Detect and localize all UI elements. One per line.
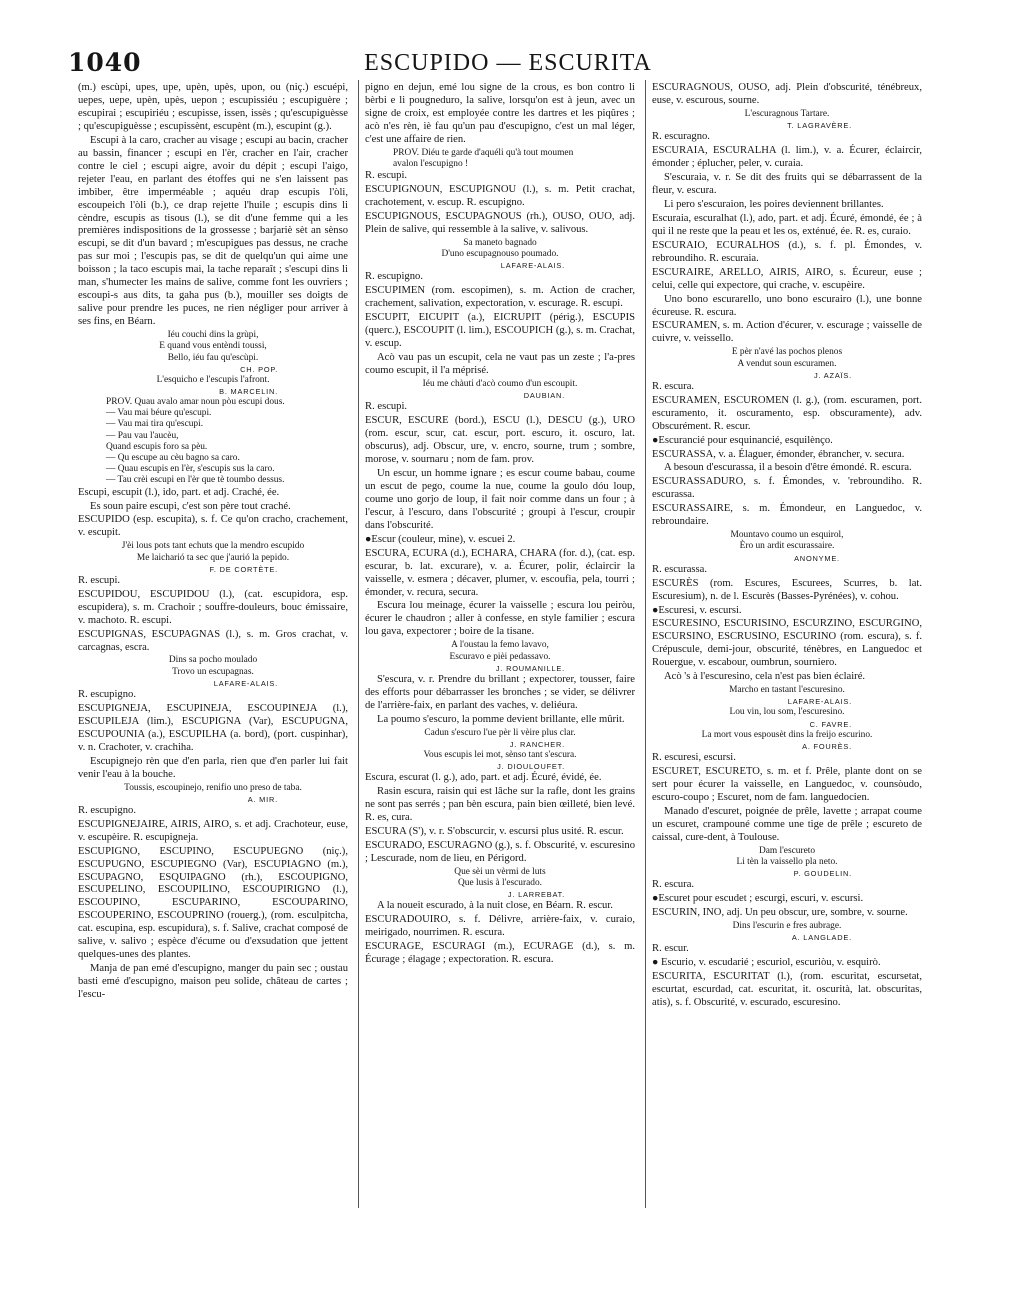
dictionary-entry: ESCUPIGNOUS, ESCUPAGNOUS (rh.), OUSO, OUO, adj. Plein de salive, qui ressemble à la salive, v. salivous. — [365, 211, 635, 235]
dictionary-entry: ESCURAMEN, ESCUROMEN (l. g.), (rom. escuramen, port. escuramento, it. oscuramento, esp. obscuramente), adv. Obscurément. R. escur. — [652, 394, 922, 432]
verse-line: Bello, iéu fau qu'escùpi. — [167, 352, 259, 363]
verse-line: Èro un ardit escurassaire. — [739, 541, 835, 552]
dictionary-entry: R. escurassa. — [652, 563, 708, 575]
verse-line: La mort vous espousèt dins la freijo escurino. — [701, 729, 873, 740]
column-3 — [652, 82, 922, 1011]
verse-line: Li tèn la vaissello pla neto. — [736, 856, 838, 867]
quote-attribution: A. LANGLADE. — [791, 932, 852, 942]
verse-line: Que sèi un vèrmi de luts — [454, 866, 546, 877]
verse-line: Toussis, escoupinejo, renifio uno preso de taba. — [124, 782, 302, 793]
quote-attribution: P. GOUDELIN. — [793, 868, 852, 878]
dictionary-entry: ESCURIN, INO, adj. Un peu obscur, ure, sombre, v. sourne. — [652, 906, 908, 918]
dictionary-entry: ESCURAIRE, ARELLO, AIRIS, AIRO, s. Écureur, euse ; celui, celle qui expectore, qui crache, v. escupèire. — [652, 266, 922, 291]
dictionary-entry: ESCUR, ESCURE (bord.), ESCU (l.), DESCU (g.), URO (rom. escur, scur, cat. escur, port. escuro, it. oscuro, lat. obscurus), adj. Obscur, ure, v. encro, sourne, trum ; sombre, morose, v. sournaru ; nom de fam. prov. — [365, 415, 635, 465]
dictionary-entry: ●Escurancié pour esquinancié, esquilènço. — [652, 434, 833, 446]
verse-line: D'uno escupagnouso poumado. — [441, 249, 559, 260]
column-2 — [365, 82, 635, 968]
quote-attribution: J. ROUMANILLE. — [495, 663, 565, 673]
verse-line: A l'oustau la femo lavavo, — [451, 640, 549, 651]
dictionary-entry: S'escuraia, v. r. Se dit des fruits qui se débarrassent de la fleur, v. escura. — [652, 171, 922, 196]
dictionary-entry: Escupi à la caro, cracher au visage ; escupi au bacin, cracher au bassin, financer ; escupi en l'èr, cracher en l'air, cracher contre le ciel ; escupi aigre, avoir du dépit ; escupi l'aigo, rejeter l'eau, en parlant des étoffes qui ne s'en laissent pas imbiber, être imperméable ; aquéu drap escupis l'òli, escoupeich l'òli (b.), ce drap rejette l'huile ; escupis dins li cèndre, escupis as tisous (l.), se dit d'une femme qui a les premières indispositions de la grossesse ; barjariè sèt an sènso escupi, se dit d'un bavard ; m'escupigues pas dessus, ne crache pas sur moi ; l'escupis pas, se dit de quelqu'un qui aime une boisson ; la taco escupis mai, la tache reparaît ; s'escupi dins li man, s'humecter les mains de salive, comme font les ouvriers ; escoupi-s aus dits, ta gaha pus (b.), mouiller ses doigts de salive pour prendre les puces, ne rien négliger pour arriver à ses fins, en Béarn. — [78, 134, 348, 328]
quote-attribution: J. LARREBAT. — [507, 890, 565, 900]
dictionary-entry: Manado d'escuret, poignée de prêle, lavette ; arrapat coume un escuret, crampouné comme une tige de prêle ; escureto de caissal, cure-dent, à Toulouse. — [652, 805, 922, 843]
dictionary-entry: ESCUPIDOU, ESCUPIDOU (l.), (cat. escupidora, esp. escupidera), s. m. Crachoir ; souffre-douleurs, bouc émissaire, v. machoto. R. escupi. — [78, 588, 348, 626]
quote-attribution: A. MIR. — [247, 794, 278, 804]
dictionary-entry: Acò vau pas un escupit, cela ne vaut pas un zeste ; l'a-pres coumo escupit, il l'a méprisé. — [365, 352, 635, 377]
dictionary-entry: R. escura. — [652, 878, 695, 890]
dictionary-entry: ESCURAMEN, s. m. Action d'écurer, v. escurage ; vaisselle de cuivre, v. veissello. — [652, 320, 922, 345]
verse-line: Sa maneto bagnado — [463, 237, 537, 248]
dictionary-entry: Uno bono escurarello, uno bono escurairo (l.), une bonne écureuse. R. escura. — [652, 293, 922, 318]
quote-attribution: CH. POP. — [240, 364, 278, 374]
quote-attribution: C. FAVRE. — [809, 719, 852, 729]
column-rule — [358, 80, 359, 1208]
dictionary-entry: Escuraia, escuralhat (l.), ado, part. et adj. Écuré, émondé, ée ; à qui il ne reste que la peau et les os, exténué, ée. R. es, curaio. — [652, 212, 922, 237]
dictionary-entry: ESCUPIGNOUN, ESCUPIGNOU (l.), s. m. Petit crachat, crachotement, v. escup. R. escupigno. — [365, 184, 635, 209]
dictionary-entry: Acò 's à l'escuresino, cela n'est pas bien éclairé. — [664, 671, 866, 683]
dictionary-entry: ESCURASSA, v. a. Élaguer, émonder, ébrancher, v. secura. — [652, 448, 905, 460]
dictionary-entry: ESCURET, ESCURETO, s. m. et f. Prêle, plante dont on se sert pour écurer la vaisselle, en Languedoc, v. counsòudo, escuro-coupo ; Escuret, nom de fam. languedocien. — [652, 765, 922, 803]
dictionary-entry: Es soun paire escupi, c'est son père tout craché. — [90, 500, 291, 512]
dictionary-entry: ESCUPIMEN (rom. escopimen), s. m. Action de cracher, crachement, salivation, expectoration, v. escurage. R. escupi. — [365, 285, 635, 310]
dictionary-entry: Li pero s'escuraion, les poires deviennent brillantes. — [664, 198, 884, 210]
dictionary-entry: R. escuresi, escursi. — [652, 751, 736, 763]
proverb-line: Quand escupis foro sa pèu. — [106, 441, 208, 452]
dictionary-entry: ESCUPIGNEJAIRE, AIRIS, AIRO, s. et adj. Crachoteur, euse, v. escupèire. R. escupigneja. — [78, 818, 348, 843]
verse-line: Me laicharió ta sec que j'aurió la pepido. — [136, 552, 290, 563]
quote-attribution: A. FOURÈS. — [802, 741, 852, 751]
quote-attribution: J. AZAÏS. — [813, 370, 852, 380]
proverb-line: — Pau vau l'aucèu, — [106, 430, 179, 441]
verse-line: Iéu me chàuti d'acò coumo d'un escoupit. — [422, 378, 578, 389]
dictionary-entry: ESCURA, ECURA (d.), ECHARA, CHARA (for. d.), (cat. esp. escurar, b. lat. excurare), v. a. Écurer, polir, éclaircir la vaisselle, v. esmera ; décaver, plumer, v. escoufia, pela, tourri ; émonder, v. recura, secura. — [365, 547, 635, 598]
verse-line: Cadun s'escuro l'ue pèr li vèire plus clar. — [424, 727, 576, 738]
verse-line: Trovo un escupagnas. — [172, 666, 254, 677]
verse-line: Escuravo e pièi pedassavo. — [449, 651, 551, 662]
dictionary-entry: R. escupi. — [365, 401, 408, 413]
dictionary-entry: La poumo s'escuro, la pomme devient brillante, elle mûrit. — [377, 713, 625, 725]
dictionary-entry: R. escura. — [652, 380, 695, 392]
dictionary-entry: R. escuragno. — [652, 131, 710, 143]
dictionary-entry: Rasin escura, raisin qui est lâche sur la rafle, dont les grains ne sont pas serrés ; pan bèn escura, pain bien œilleté, bien levé. R. es, cura. — [365, 785, 635, 823]
quote-attribution: DAUBIAN. — [523, 391, 565, 401]
dictionary-entry: ESCURAGE, ESCURAGI (m.), ECURAGE (d.), s. m. Écurage ; élagage ; expectoration. R. escura. — [365, 940, 635, 965]
dictionary-entry: ESCURASSAIRE, s. m. Émondeur, en Languedoc, v. rebroundaire. — [652, 503, 922, 528]
proverb-line: PROV. Quau avalo amar noun pòu escupi dous. — [106, 396, 285, 407]
dictionary-entry: R. escupigno. — [78, 804, 136, 816]
quote-attribution: F. DE CORTÈTE. — [209, 564, 278, 574]
quote-attribution: B. MARCELIN. — [219, 386, 278, 396]
dictionary-entry: ESCURAGNOUS, OUSO, adj. Plein d'obscurité, ténébreux, euse, v. escurous, sourne. — [652, 82, 922, 106]
dictionary-entry: R. escur. — [652, 942, 689, 954]
dictionary-entry: ESCUPIGNO, ESCUPINO, ESCUPUEGNO (niç.), ESCUPUGNO, ESCUPIEGNO (Var), ESCUPIAGNO (m.), ESCUPAGNO, ESQUIPAGNO (rh.), ESCOUPIGNO, ESCUPELINO, ESCOUPILINO, ESCOUPIRIGNO (l.), ESCOUPINO, ESCUPARINO, ESCOUPARINO, ESCOUPERINO, ESCOUPRINO (rouerg.), (rom. esculpitcha, cat. escupina, esp. escupidura), s. f. Salive, crachat composé de salive, v. salivo ; espèce d'écume ou d'exsudation que jettent quelques-unes des plantes. — [78, 845, 348, 961]
quote-attribution: LAFARE-ALAIS. — [500, 261, 565, 271]
verse-line: A vendut soun escuramen. — [737, 358, 837, 369]
quote-attribution: LAFARE-ALAIS. — [787, 697, 852, 707]
proverb-line: PROV. Diéu te garde d'aquéli qu'à tout moumen — [393, 147, 574, 158]
dictionary-entry: ESCUPIGNEJA, ESCUPINEJA, ESCOUPINEJA (l.), ESCUPILEJA (lim.), ESCUPIGNA (Var), ESCUPUGNA, ESCUPOUNIA (a.), ESCUPILHA (a. bord), (port. cuspinhar), v. n. Crachoter, v. crachiha. — [78, 702, 348, 753]
quote-attribution: J. DIOULOUFET. — [497, 761, 565, 771]
quote-attribution: T. LAGRAVÈRE. — [787, 121, 852, 131]
dictionary-entry: A besoun d'escurassa, il a besoin d'être émondé. R. escura. — [664, 462, 912, 474]
dictionary-entry: ESCURADOUIRO, s. f. Délivre, arrière-faix, v. curaio, meirigado, nourrimen. R. escura. — [365, 913, 635, 938]
proverb-line: — Qu escupe au cèu bagno sa caro. — [106, 452, 240, 463]
verse-line: Dins sa pocho moulado — [168, 655, 258, 666]
quote-attribution: J. RANCHER. — [509, 739, 565, 749]
proverb-line: — Vau mai béure qu'escupi. — [106, 408, 212, 419]
running-title: ESCUPIDO — ESCURITA — [364, 50, 652, 76]
proverb-line: — Tau crèi escupi en l'èr que tè toumbo dessus. — [106, 475, 285, 486]
proverb-line: — Vau mai tira qu'escupi. — [106, 419, 204, 430]
dictionary-entry: R. escupigno. — [78, 688, 136, 700]
dictionary-entry: ●Escuret pour escudet ; escurgi, escuri, v. escursi. — [652, 892, 864, 904]
verse-line: Iéu couchi dins la grùpi, — [167, 330, 259, 341]
column-1 — [78, 82, 348, 1003]
verse-line: Dins l'escurin e fres aubrage. — [732, 920, 842, 931]
dictionary-entry: Escupignejo rèn que d'en parla, rien que d'en parler lui fait venir l'eau à la bouche. — [78, 755, 348, 780]
quote-attribution: LAFARE-ALAIS. — [213, 678, 278, 688]
dictionary-entry: (m.) escùpi, upes, upe, upèn, upès, upon, ou (niç.) escuépi, uepes, uepe, upèn, upès, uepon ; escupissiéu ; escupiguère ; escupirai ; escupiriéu ; escupisse, issen, issès ; qu'escupiguèsse ; qu'escupiguèsse ; escupissènt, escupènt (m.), escupint (g.). — [78, 82, 348, 132]
proverb-line: — Quau escupis en l'èr, s'escupis sus la caro. — [106, 464, 275, 475]
dictionary-entry: Manja de pan emé d'escupigno, manger du pain sec ; oustau basti emé d'escupigno, maison peu solide, château de cartes ; l'escu- — [78, 963, 348, 1001]
verse-line: Mountavo coumo un esquirol, — [730, 530, 844, 541]
verse-line: Vous escupis lei mot, sènso tant s'escura. — [423, 749, 577, 760]
dictionary-entry: R. escupigno. — [365, 271, 423, 283]
dictionary-entry: ESCURÈS (rom. Escures, Escurees, Scurres, b. lat. Escuresium), n. de l. Escurès (Basses-Pyrénées), v. cohou. — [652, 577, 922, 602]
dictionary-entry: Escupi, escupit (l.), ido, part. et adj. Craché, ée. — [78, 486, 280, 498]
dictionary-entry: ESCUPIGNAS, ESCUPAGNAS (l.), s. m. Gros crachat, v. carcagnas, escra. — [78, 628, 348, 653]
dictionary-entry: ESCURASSADURO, s. f. Émondes, v. 'rebroundiho. R. escurassa. — [652, 476, 922, 501]
dictionary-entry: Escura lou meinage, écurer la vaisselle ; escura lou peiròu, écurer le chaudron ; aller à confesse, en style familier ; escura lou gava, expectorer ; boire de la tisane. — [365, 600, 635, 638]
page-number: 1040 — [68, 48, 142, 77]
dictionary-entry: ESCUPIDO (esp. escupita), s. f. Ce qu'on cracho, crachement, v. escupit. — [78, 514, 348, 539]
dictionary-entry: S'escura, v. r. Prendre du brillant ; expectorer, tousser, faire des efforts pour débarrasser les bronches ; se vider, se délivrer de l'arrière-faix, en parlant des vaches, v. deliéura. — [365, 673, 635, 711]
dictionary-entry: Un escur, un homme ignare ; es escur coume babau, coume un escut de pego, coume la nue, coume la goulo dóu loup, coume uno gorjo de loup, il fait noir comme dans un four ; à l'escur, à l'escuro, dans l'obscurité ; groupi à l'escur, croupir dans l'obscurité. — [365, 467, 635, 531]
verse-line: E pèr n'avé las pochos plenos — [731, 347, 843, 358]
dictionary-entry: ●Escuresi, v. escursi. — [652, 604, 742, 616]
column-rule — [645, 80, 646, 1208]
dictionary-entry: A la noueit escurado, à la nuit close, en Béarn. R. escur. — [377, 900, 613, 912]
verse-line: L'esquicho e l'escupis l'afront. — [156, 374, 270, 385]
dictionary-entry: pigno en dejun, emé lou signe de la crous, es bon contro li bèrbi e li pougneduro, la salive, lorsqu'on est à jeun, avec un signe de croix, est employée contre les dartres et les piqûres ; acò n'es rèn, iè fau qu'un pau d'escupigno, c'est un mal léger, c'est une affaire de rien. — [365, 82, 635, 145]
proverb-line: avalon l'escupigno ! — [393, 158, 469, 169]
dictionary-entry: ●Escur (couleur, mine), v. escuei 2. — [365, 533, 516, 545]
verse-line: Marcho en tastant l'escuresino. — [729, 685, 845, 696]
quote-attribution: ANONYME. — [794, 553, 840, 563]
dictionary-entry: ESCURAIA, ESCURALHA (l. lim.), v. a. Écurer, éclaircir, émonder ; éplucher, peler, v. curaia. — [652, 145, 922, 170]
dictionary-entry: ESCURA (S'), v. r. S'obscurcir, v. escursi plus usité. R. escur. — [365, 825, 624, 837]
dictionary-entry: ESCURESINO, ESCURISINO, ESCURZINO, ESCURGINO, ESCURSINO, ESCRUSINO, ESCURINO (rom. escura), s. f. Crépuscule, demi-jour, obscurité, ténèbres, en Languedoc et Rouergue, v. escabour, oumbrun, sourniero. — [652, 618, 922, 669]
verse-line: Que lusis à l'escurado. — [458, 877, 542, 888]
dictionary-entry: R. escupi. — [78, 574, 121, 586]
dictionary-entry: ESCUPIT, EICUPIT (a.), EICRUPIT (périg.), ESCUPIS (querc.), ESCOUPIT (l. lim.), ESCOUPICH (g.), s. m. Crachat, v. escup. — [365, 312, 635, 350]
dictionary-entry: ESCURADO, ESCURAGNO (g.), s. f. Obscurité, v. escuresino ; Lescurade, nom de lieu, en Périgord. — [365, 839, 635, 864]
dictionary-entry: ● Escurio, v. escudarié ; escuriol, escuriòu, v. esquirò. — [652, 956, 881, 968]
verse-line: J'èi lous pots tant echuts que la mendro escupido — [121, 541, 305, 552]
dictionary-entry: ESCURAIO, ECURALHOS (d.), s. f. pl. Émondes, v. rebroundiho. R. escuraia. — [652, 239, 922, 264]
verse-line: L'escuragnous Tartare. — [744, 108, 830, 119]
verse-line: Lou vin, lou som, l'escuresino. — [729, 707, 845, 718]
verse-line: Dam l'escureto — [758, 845, 816, 856]
verse-line: E quand vous entèndi toussi, — [159, 341, 267, 352]
dictionary-entry: ESCURITA, ESCURITAT (l.), (rom. escuritat, escursetat, escurtat, escurdad, cat. escuritat, it. oscurità, lat. obscuritas, atis), s. f. Obscurité, v. escurado, escuresino. — [652, 970, 922, 1008]
dictionary-entry: Escura, escurat (l. g.), ado, part. et adj. Écuré, évidé, ée. — [365, 771, 602, 783]
dictionary-entry: R. escupi. — [365, 170, 408, 182]
